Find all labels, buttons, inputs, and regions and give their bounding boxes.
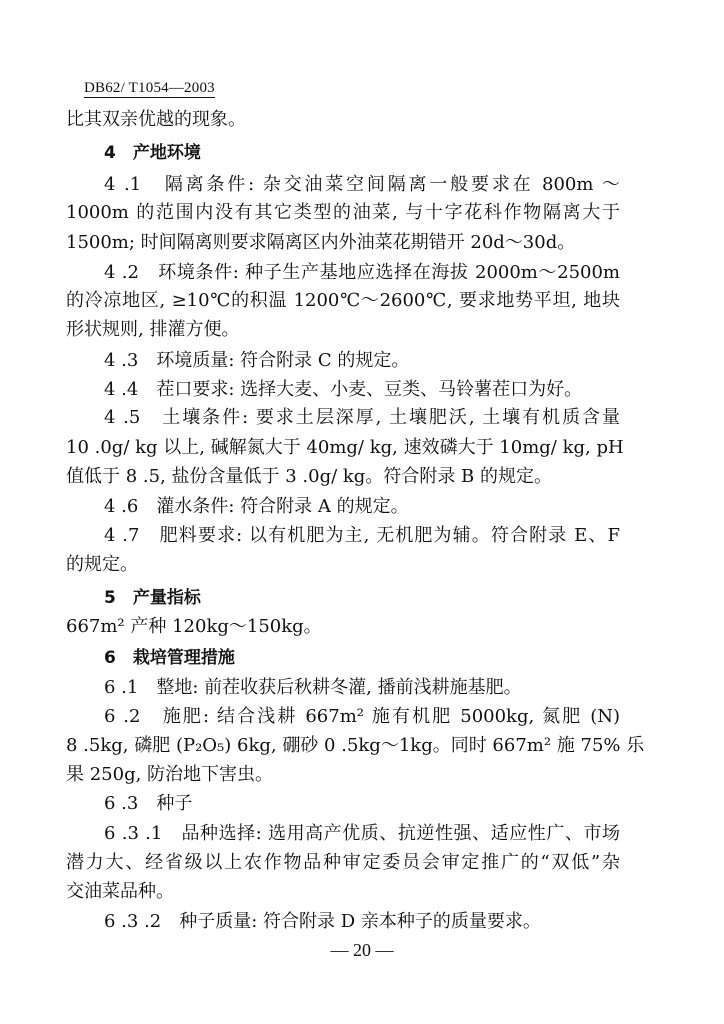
text-line: 比其双亲优越的现象。 (66, 109, 246, 130)
text-line: 4 .6 灌水条件: 符合附录 A 的规定。 (104, 496, 409, 517)
text-line: 6 .3 .2 种子质量: 符合附录 D 亲本种子的质量要求。 (104, 911, 541, 932)
text-line: 4 .4 茬口要求: 选择大麦、小麦、豆类、马铃薯茬口为好。 (104, 379, 583, 400)
text-line: 1500m; 时间隔离则要求隔离区内外油菜花期错开 20d～30d。 (66, 232, 576, 253)
text-line: 8 .5kg, 磷肥 (P₂O₅) 6kg, 硼砂 0 .5kg～1kg。同时 667m² 施 75% 乐 (66, 735, 645, 756)
section-heading: 6 栽培管理措施 (104, 648, 235, 668)
text-line: 果 250g, 防治地下害虫。 (66, 764, 274, 785)
text-line: 潜力大、经省级以上农作物品种审定委员会审定推广的“双低”杂 (66, 852, 620, 873)
document-code: DB62/ T1054—2003 (84, 80, 215, 96)
text-line: 10 .0g/ kg 以上, 碱解氮大于 40mg/ kg, 速效磷大于 10mg/ kg, pH (66, 437, 624, 458)
section-heading: 5 产量指标 (104, 588, 201, 608)
text-line: 交油菜品种。 (66, 881, 174, 902)
text-line: 值低于 8 .5, 盐份含量低于 3 .0g/ kg。符合附录 B 的规定。 (66, 466, 552, 487)
text-line: 的冷凉地区, ≥10℃的积温 1200℃～2600℃, 要求地势平坦, 地块 (66, 290, 620, 311)
section-heading: 4 产地环境 (104, 143, 201, 163)
text-line: 4 .1 隔离条件: 杂交油菜空间隔离一般要求在 800m ～ (104, 174, 620, 195)
text-line: 4 .7 肥料要求: 以有机肥为主, 无机肥为辅。符合附录 E、F (104, 525, 620, 546)
subsection-heading: 6 .3 种子 (104, 793, 193, 814)
text-line: 4 .3 环境质量: 符合附录 C 的规定。 (104, 350, 410, 371)
text-line: 4 .5 土壤条件: 要求土层深厚, 土壤肥沃, 土壤有机质含量 (104, 407, 620, 428)
text-line: 6 .1 整地: 前茬收获后秋耕冬灌, 播前浅耕施基肥。 (104, 677, 522, 698)
text-line: 6 .2 施肥: 结合浅耕 667m² 施有机肥 5000kg, 氮肥 (N) (104, 706, 620, 727)
text-line: 667m² 产种 120kg～150kg。 (66, 616, 322, 637)
text-line: 6 .3 .1 品种选择: 选用高产优质、抗逆性强、适应性广、市场 (104, 823, 620, 844)
text-line: 4 .2 环境条件: 种子生产基地应选择在海拔 2000m～2500m (104, 262, 620, 283)
text-line: 形状规则, 排灌方便。 (66, 319, 240, 340)
text-line: 的规定。 (66, 554, 138, 575)
page-number: — 20 — (330, 940, 394, 960)
text-line: 1000m 的范围内没有其它类型的油菜, 与十字花科作物隔离大于 (66, 202, 620, 223)
